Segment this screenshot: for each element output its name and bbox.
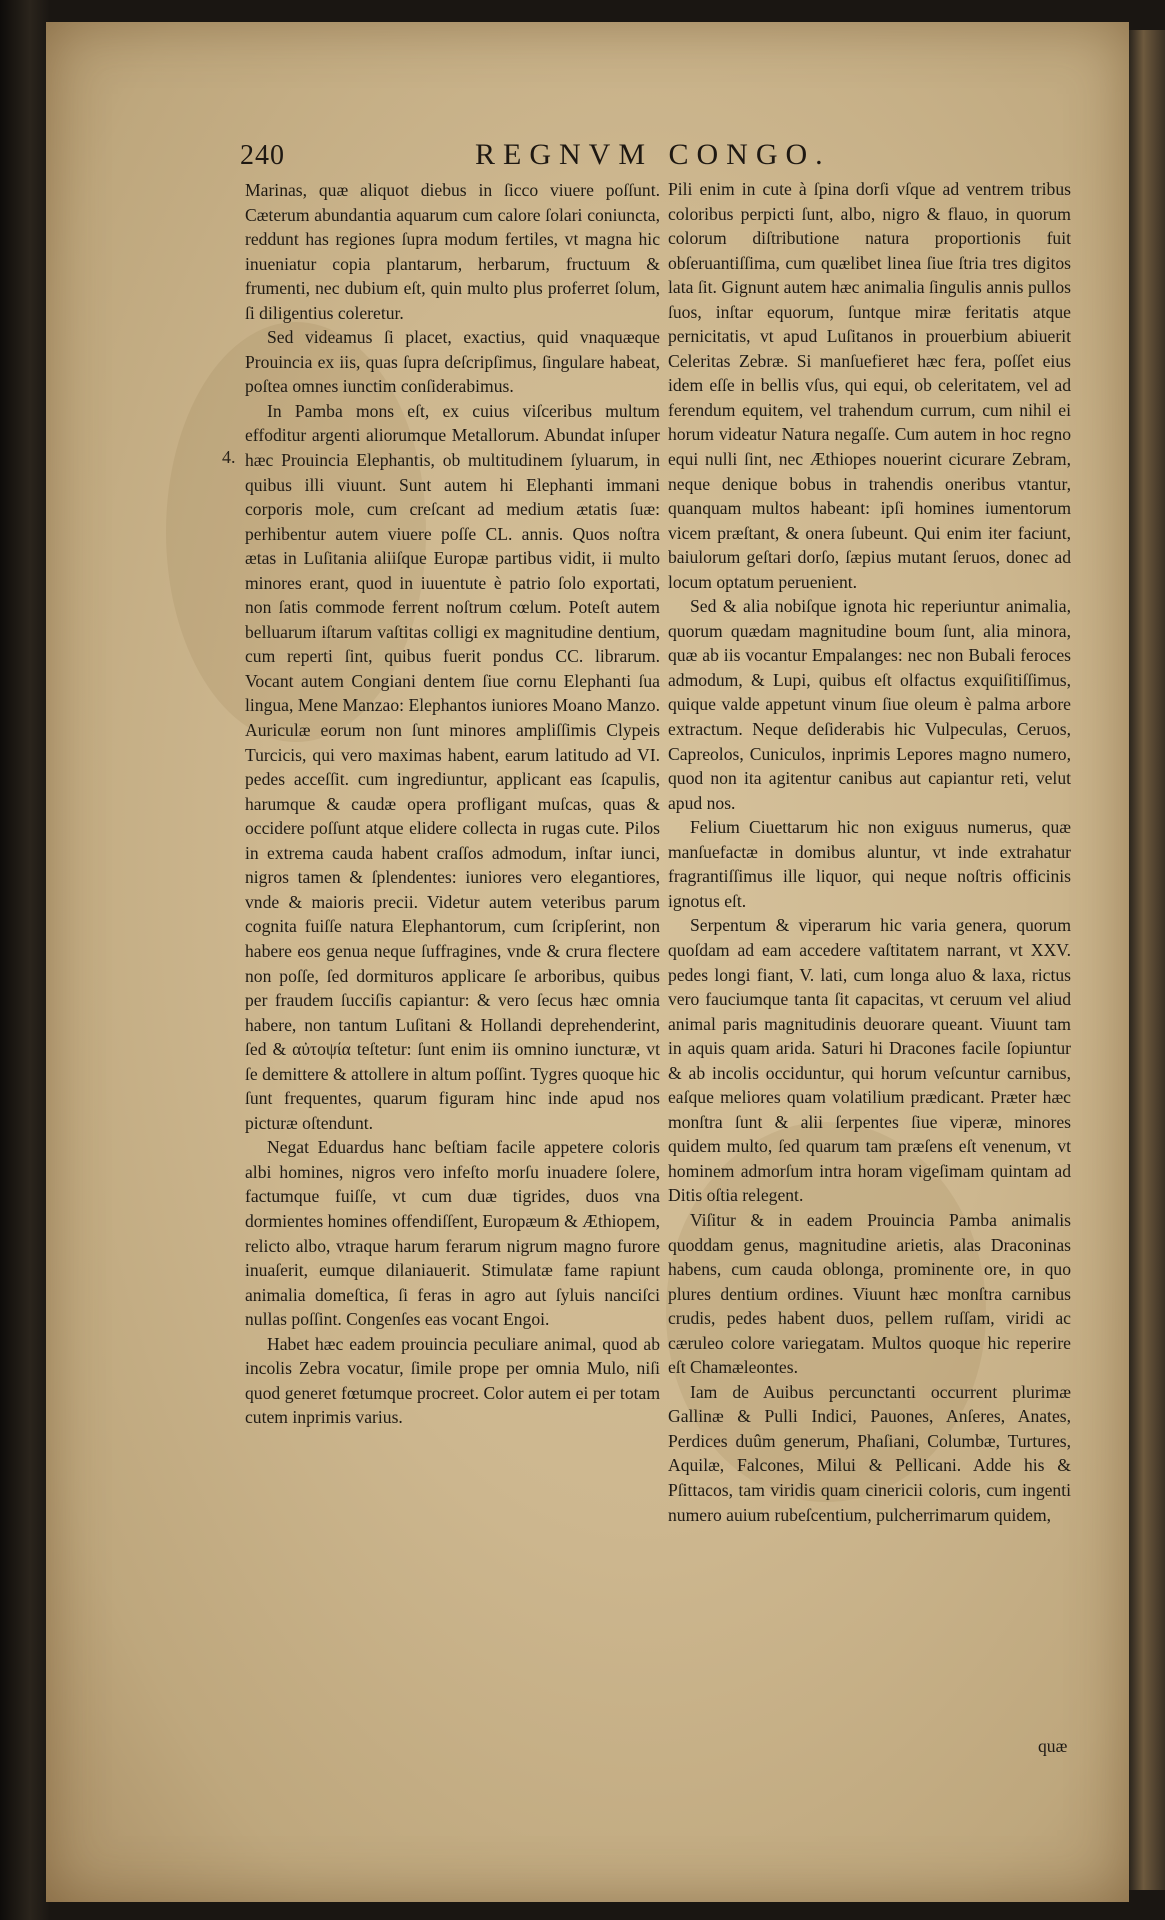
catchword: quæ (1038, 1736, 1068, 1756)
paragraph: Pili enim in cute à ſpina dorſi vſque ad ventrem tribus coloribus perpicti ſunt, albo, nigro & flauo, in quorum colorum diſtributione natura proportionis fuit obſeruantiſſima, cum quælibet linea ſiue ſtria tres digitos lata ſit. Gignunt autem hæc animalia ſingulis annis pullos ſuos, inſtar equorum, ſuntque miræ feritatis atque pernicitatis, vt apud Luſitanos in prouerbium abiuerit Celeritas Zebræ. Si manſuefieret hæc fera, poſſet eius idem eſſe in bellis vſus, qui equi, ob celeritatem, vel ad ferendum equitem, vel trahendum currum, cum nihil ei horum videatur Natura negaſſe. Cum autem in hoc regno equi nulli ſint, nec Æthiopes nouerint cicurare Zebram, neque denique bobus in trahendis oneribus vtantur, quanquam multos habeant: ipſi homines iumentorum vicem præſtant, & onera ſubeunt. Qui enim iter faciunt, baiulorum geſtari dorſo, ſæpius mutant ſeruos, donec ad locum optatum peruenient. (668, 179, 1071, 592)
paragraph: Viſitur & in eadem Prouincia Pamba animalis quoddam genus, magnitudine arietis, alas Draconinas habens, cum cauda oblonga, prominente ore, in quo plures dentium ordines. Viuunt hæc monſtra carnibus crudis, pedes habent duos, pellem ruſſam, viridi ac cæruleo colore variegatam. Multos quoque hic reperire eſt Chamæleontes. (668, 1209, 1071, 1378)
next-page-edge (1129, 30, 1165, 1890)
paragraph: Serpentum & viperarum hic varia genera, quorum quoſdam ad eam accedere vaſtitatem narrant, vt XXV. pedes longi fiant, V. lati, cum longa aluo & laxa, rictus vero fauciumque tanta ſit capacitas, vt ceruum vel aliud animal paris magnitudinis deuorare queant. Viuunt tam in aquis quam arida. Saturi hi Dracones facile ſopiuntur & ab incolis occiduntur, qui horum veſcuntur carnibus, eaſque meliores quam volatilium prædicant. Præter hæc monſtra ſunt & alii ſerpentes ſiue viperæ, minores quidem multo, ſed quarum tam præſens eſt venenum, vt hominem admorſum intra horam vigeſimam quintam ad Ditis oſtia relegent. (668, 915, 1071, 1206)
paragraph: In Pamba mons eſt, ex cuius viſceribus multum effoditur argenti aliorumque Metallorum. Abundat inſuper hæc Prouincia Elephantis, ob multitudinem ſyluarum, in quibus illi viuunt. Sunt autem hi Elephanti immani corporis mole, cum creſcant ad medium ætatis ſuæ: perhibentur autem viuere poſſe CL. annis. Quos noſtra ætas in Luſitania aliiſque Europæ partibus vidit, ii multo minores erant, quod in iuuentute è patrio ſolo exportati, non ſatis commode ferrent noſtrum cœlum. Poteſt autem belluarum iſtarum vaſtitas colligi ex magnitudine dentium, cum reperti ſint, quibus fuerit pondus CC. librarum. Vocant autem Congiani dentem ſiue cornu Elephanti ſua lingua, Mene Manzao: Elephantos iuniores Moano Manzo. Auriculæ eorum non ſunt minores ampliſſimis Clypeis Turcicis, qui vero maximas habent, earum latitudo ad VI. pedes acceſſit. cum ingrediuntur, applicant eas ſcapulis, harumque & caudæ opera profligant muſcas, quas & occidere poſſunt atque elidere collecta in rugas cute. Pilos in extrema cauda habent craſſos admodum, inſtar iunci, nigros tamen & ſplendentes: iuniores vero elegantiores, vnde & maioris precii. Videtur autem veteribus parum cognita fuiſſe natura Elephantorum, cum ſcripſerint, non habere eos genua neque ſuffragines, vnde & crura flectere non poſſe, ſed dormituros applicare ſe arboribus, quibus per fraudem ſucciſis capiantur: & vero ſecus hæc omnia habere, non tantum Luſitani & Hollandi deprehenderint, ſed & αὐτοψία teſtetur: ſunt enim iis omnino iuncturæ, vt ſe demittere & attollere in altum poſſint. Tygres quoque hic ſunt frequentes, quarum figuram hinc inde apud nos picturæ oſtendunt. (245, 400, 660, 1133)
paragraph: Marinas, quæ aliquot diebus in ſicco viuere poſſunt. Cæterum abundantia aquarum cum calore ſolari coniuncta, reddunt has regiones ſupra modum fertiles, vt magna hic inueniatur copia plantarum, herbarum, fructuum & frumenti, nec dubium eſt, quin multo plus proferret ſolum, ſi diligentius coleretur. (245, 180, 660, 323)
paragraph: Felium Ciuettarum hic non exiguus numerus, quæ manſuefactæ in domibus aluntur, vt inde extrahatur fragrantiſſimus ille liquor, qui neque noſtris officinis ignotus eſt. (668, 817, 1071, 911)
paragraph: Sed & alia nobiſque ignota hic reperiuntur animalia, quorum quædam magnitudine boum ſunt, alia minora, quæ ab iis vocantur Empalanges: nec non Bubali feroces admodum, & Lupi, quibus eſt olfactus exquiſitiſſimus, quique valde appetunt vinum ſiue oleum è palma arbore extractum. Neque deſiderabis hic Vulpeculas, Ceruos, Capreolos, Cuniculos, inprimis Lepores magno numero, quod non ita agitentur canibus aut capiantur reti, velut apud nos. (668, 596, 1071, 813)
running-title: REGNVM CONGO. (475, 138, 831, 171)
paragraph: Iam de Auibus percunctanti occurrent plurimæ Gallinæ & Pulli Indici, Pauones, Anſeres, Anates, Perdices duûm generum, Phaſiani, Columbæ, Turtures, Aquilæ, Falcones, Milui & Pellicani. Adde his & Pſittacos, tam viridis quam cinericii coloris, cum ingenti numero auium rubeſcentium, pulcherrimarum quidem, (668, 1381, 1071, 1525)
paragraph: Negat Eduardus hanc beſtiam facile appetere coloris albi homines, nigros vero infeſto morſu inuadere ſolere, factumque fuiſſe, vt cum duæ tigrides, duos vna dormientes homines offendiſſent, Europæum & Æthiopem, relicto albo, vtraque harum ferarum nigrum magno furore inuaſerit, eumque dilaniauerit. Stimulatæ fame rapiunt animalia domeſtica, ſi feras in agro aut ſyluis nanciſci nullas poſſint. Congenſes eas vocant Engoi. (245, 1137, 660, 1330)
left-column (245, 178, 660, 1430)
page-header (240, 140, 1060, 180)
right-column (668, 177, 1071, 1527)
page-number: 240 (240, 140, 285, 171)
paragraph: Sed videamus ſi placet, exactius, quid vnaquæque Prouincia ex iis, quas ſupra deſcripſimus, ſingulare habeat, poſtea omnes iunctim conſiderabimus. (245, 327, 660, 397)
marginal-note: 4. (222, 447, 236, 467)
paragraph: Habet hæc eadem prouincia peculiare animal, quod ab incolis Zebra vocatur, ſimile prope per omnia Mulo, niſi quod generet fœtumque procreet. Color autem ei per totam cutem inprimis varius. (245, 1333, 660, 1428)
